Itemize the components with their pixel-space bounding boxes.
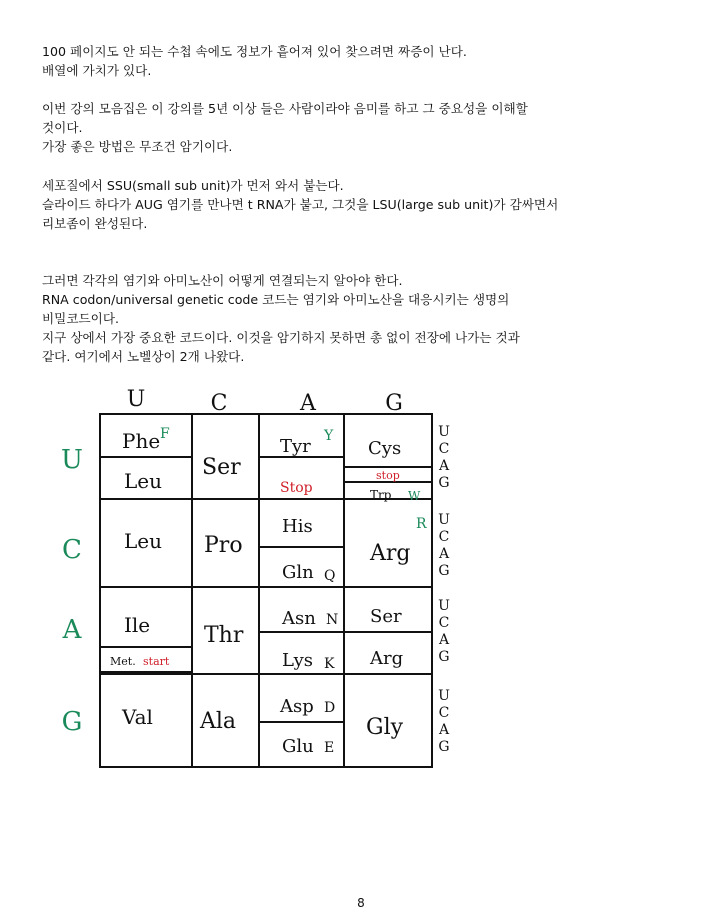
amino-acid-cell: Pro	[204, 533, 243, 558]
amino-acid-cell: Met.	[110, 655, 136, 668]
third-base: U	[438, 512, 450, 528]
third-base: U	[438, 598, 450, 614]
amino-acid-cell: Ala	[200, 709, 237, 734]
third-base: C	[438, 441, 450, 457]
stop-label: stop	[376, 469, 400, 482]
letter-note: Q	[324, 568, 336, 584]
third-base: C	[438, 615, 450, 631]
third-base: A	[438, 458, 450, 474]
text-line: 비밀코드이다.	[42, 311, 119, 326]
third-base: A	[438, 632, 450, 648]
third-base: C	[438, 705, 450, 721]
paragraph-3	[42, 176, 682, 233]
third-base: C	[438, 529, 450, 545]
paragraph-2	[42, 99, 682, 156]
page-number: 8	[357, 896, 365, 910]
column-header: A	[300, 391, 316, 416]
codon-table-figure	[52, 382, 472, 782]
row-header: A	[62, 615, 82, 645]
paragraph-1	[42, 42, 682, 80]
letter-note: Y	[324, 428, 334, 444]
column-header: U	[126, 387, 146, 412]
amino-acid-cell: His	[282, 516, 313, 537]
amino-acid-cell: Phe	[122, 429, 161, 453]
text-line: 리보좀이 완성된다.	[42, 216, 148, 231]
third-base: G	[438, 563, 450, 579]
third-base: U	[438, 424, 450, 440]
third-base: G	[438, 475, 450, 491]
stop-label: Stop	[280, 480, 313, 496]
text-line: 슬라이드 하다가 AUG 염기를 만나면 t RNA가 붙고, 그것을 LSU(large sub unit)가 감싸면서	[42, 197, 559, 212]
text-line: 같다. 여기에서 노벨상이 2개 나왔다.	[42, 349, 245, 364]
text-line: 세포질에서 SSU(small sub unit)가 먼저 와서 붙는다.	[42, 178, 344, 193]
amino-acid-cell: Gln	[282, 562, 314, 583]
amino-acid-cell: Asp	[280, 696, 314, 717]
amino-acid-cell: Gly	[366, 715, 404, 740]
third-base: A	[438, 722, 450, 738]
amino-acid-cell: Cys	[368, 438, 402, 459]
text-line: 것이다.	[42, 120, 83, 135]
letter-note: R	[416, 516, 427, 532]
text-line: 이번 강의 모음집은 이 강의를 5년 이상 들은 사람이라야 음미를 하고 그 중요성을 이해할	[42, 101, 528, 116]
letter-note: W	[408, 489, 421, 503]
amino-acid-cell: Asn	[282, 608, 316, 629]
column-header: G	[385, 391, 403, 416]
letter-note: N	[326, 612, 339, 628]
amino-acid-cell: Tyr	[280, 436, 311, 457]
amino-acid-cell: Leu	[124, 469, 162, 493]
amino-acid-cell: Lys	[282, 650, 314, 671]
letter-note: K	[324, 656, 335, 672]
amino-acid-cell: Val	[122, 705, 153, 729]
amino-acid-cell: Ile	[124, 613, 151, 637]
start-label: start	[143, 655, 170, 668]
row-header: C	[62, 535, 82, 565]
text-line: 배열에 가치가 있다.	[42, 63, 152, 78]
third-base: A	[438, 546, 450, 562]
row-header: U	[61, 445, 83, 475]
amino-acid-cell: Ser	[370, 606, 402, 627]
row-header: G	[61, 707, 83, 737]
paragraph-4	[42, 271, 682, 366]
amino-acid-cell: Trp	[370, 488, 392, 502]
amino-acid-cell: Arg	[370, 541, 411, 566]
letter-note: F	[160, 426, 170, 442]
column-header: C	[210, 391, 228, 416]
text-line: 지구 상에서 가장 중요한 코드이다. 이것을 암기하지 못하면 총 없이 전장에 나가는 것과	[42, 330, 520, 345]
amino-acid-cell: Thr	[204, 623, 244, 648]
text-line: 그러면 각각의 염기와 아미노산이 어떻게 연결되는지 알아야 한다.	[42, 273, 403, 288]
letter-note: E	[324, 740, 335, 756]
third-base: G	[438, 739, 450, 755]
text-line: RNA codon/universal genetic code 코드는 염기와 아미노산을 대응시키는 생명의	[42, 292, 510, 307]
amino-acid-cell: Arg	[370, 648, 404, 669]
text-line: 가장 좋은 방법은 무조건 암기이다.	[42, 139, 233, 154]
amino-acid-cell: Leu	[124, 529, 162, 553]
letter-note: D	[324, 700, 336, 716]
text-line: 100 페이지도 안 되는 수첩 속에도 정보가 흩어져 있어 찾으려면 짜증이 난다.	[42, 44, 467, 59]
amino-acid-cell: Glu	[282, 736, 314, 757]
amino-acid-cell: Ser	[202, 455, 241, 480]
third-base: U	[438, 688, 450, 704]
third-base: G	[438, 649, 450, 665]
